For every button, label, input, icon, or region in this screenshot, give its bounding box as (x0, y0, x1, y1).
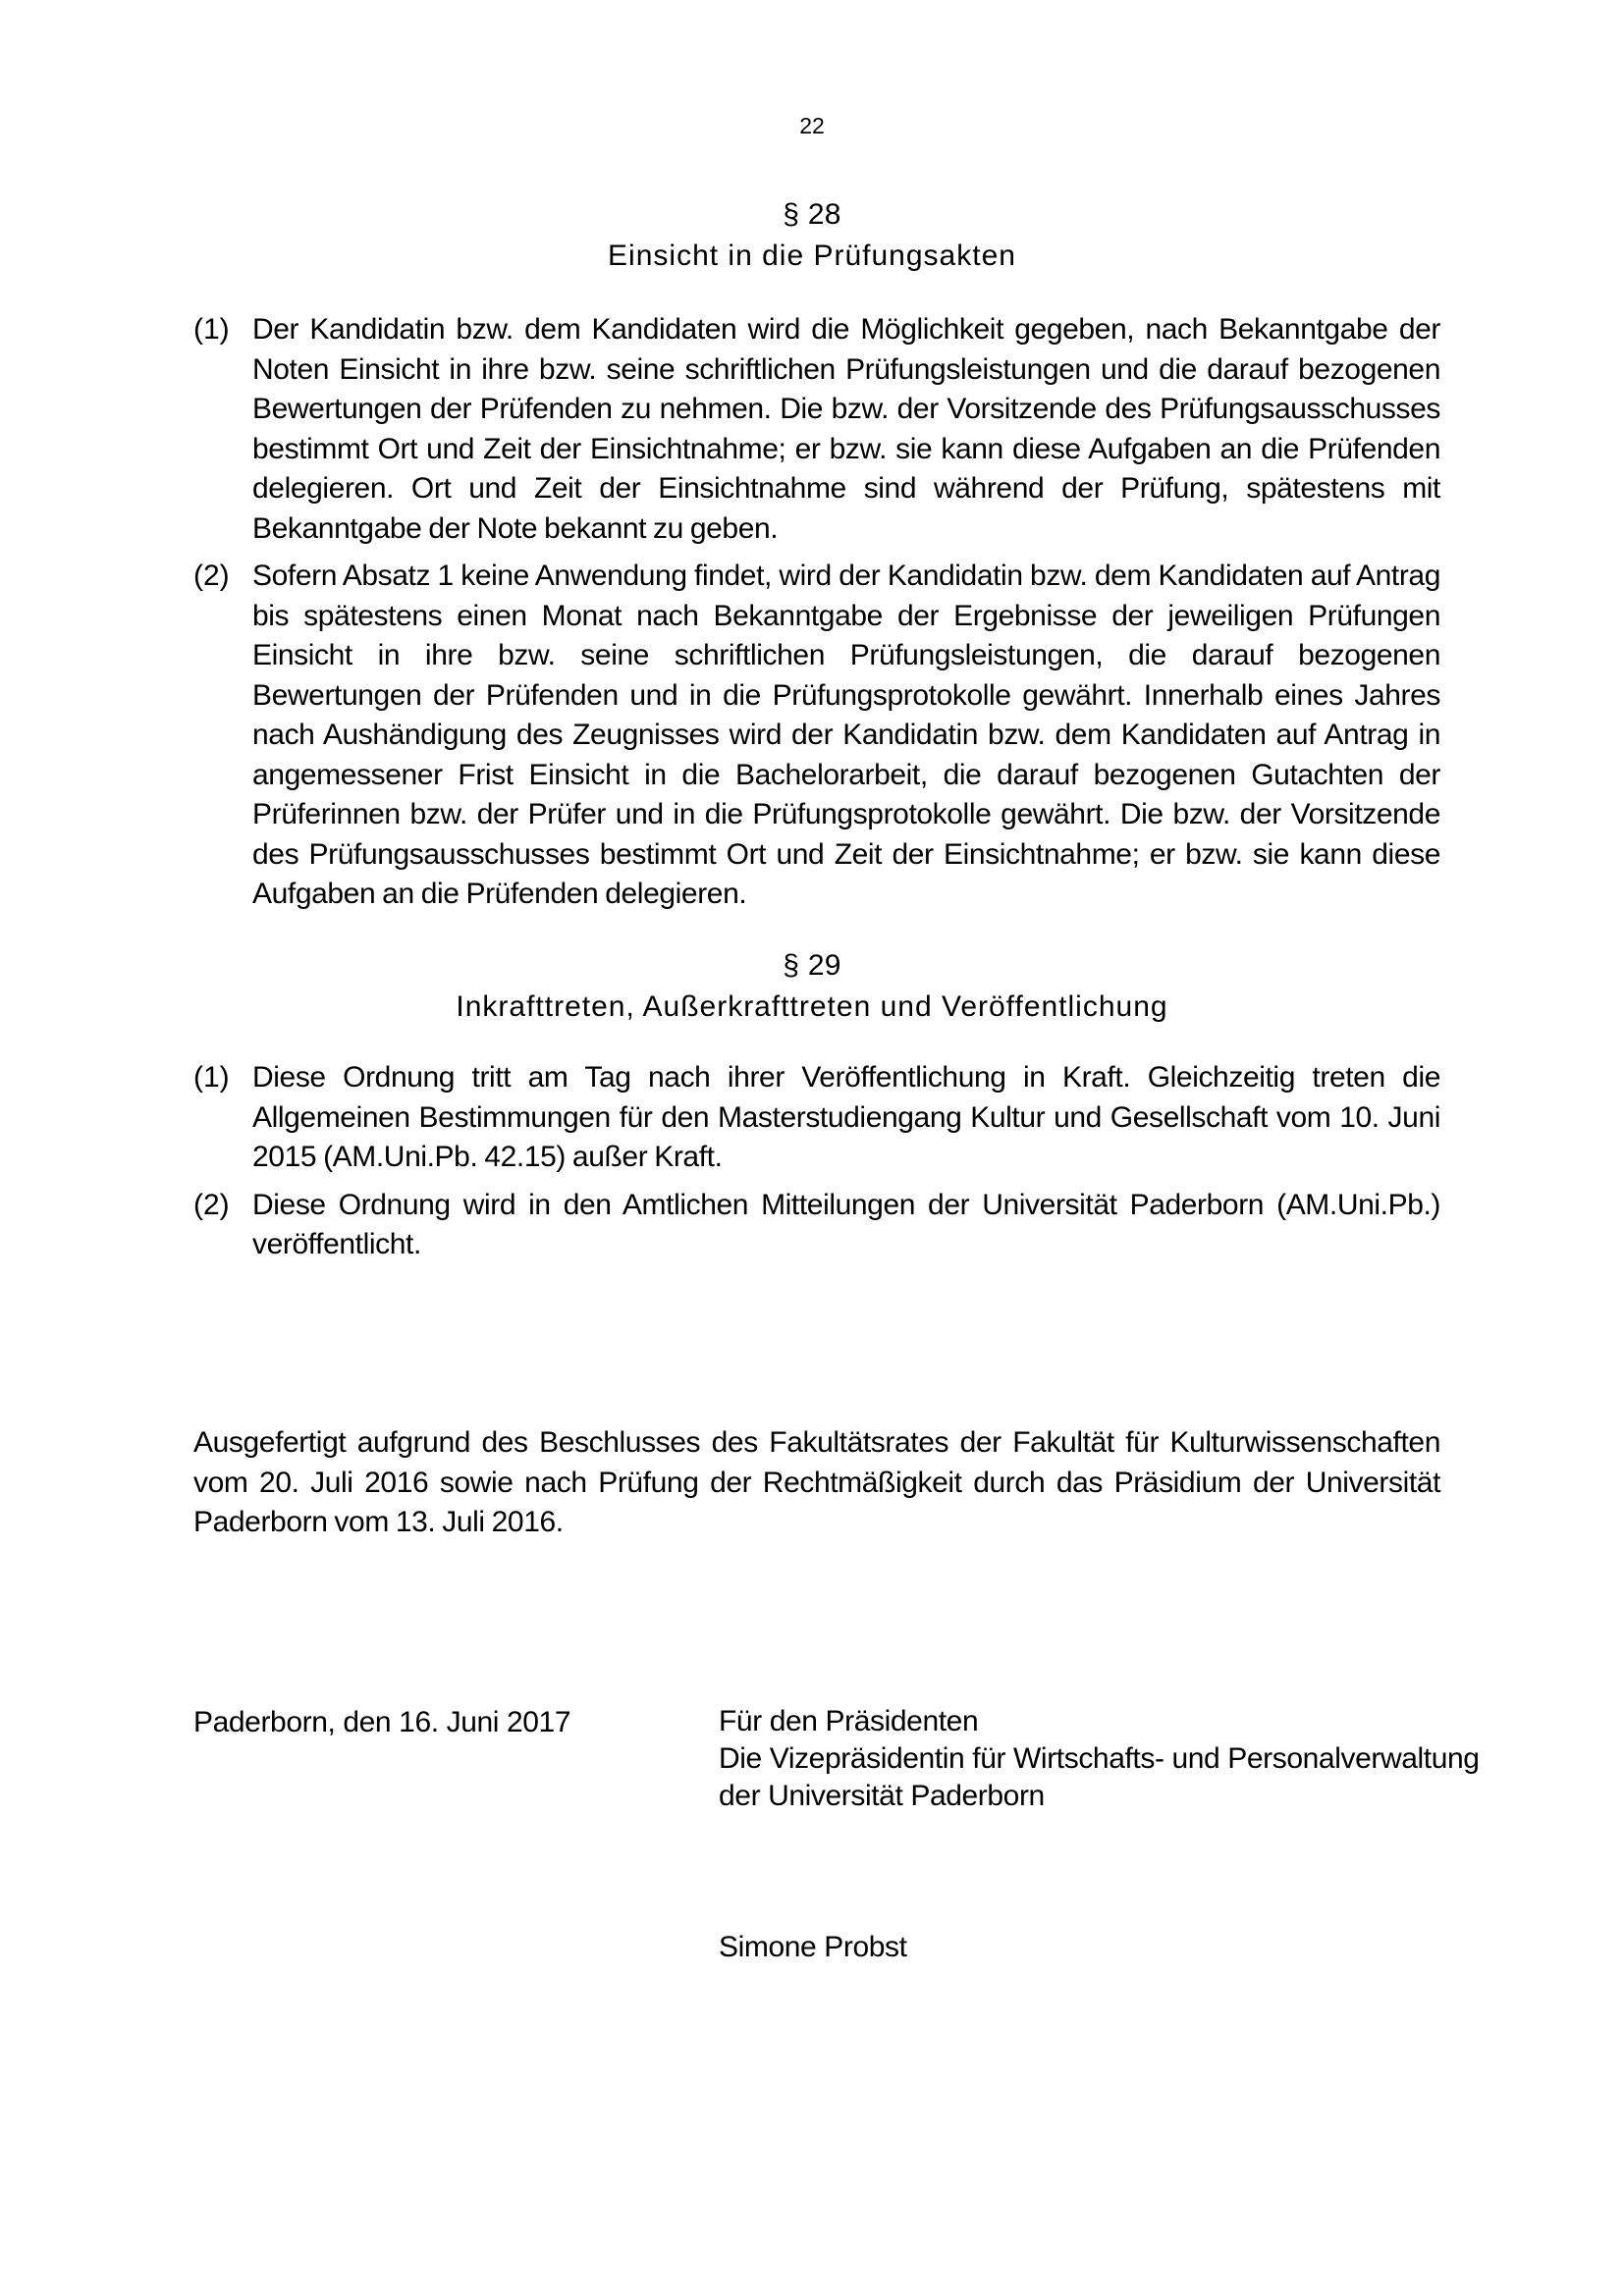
paragraph-number: (1) (193, 313, 230, 346)
section-title: Inkrafttreten, Außerkrafttreten und Veröffentlichung (456, 990, 1168, 1023)
section-29-paragraphs (193, 1058, 1440, 1273)
paragraph-text: Diese Ordnung wird in den Amtlichen Mitteilungen der Universität Paderborn (AM.Uni.Pb.) veröffentlicht. (252, 1188, 1440, 1260)
paragraph-item (193, 1058, 1440, 1178)
section-heading-29 (0, 945, 1624, 1028)
page-number: 22 (799, 113, 825, 138)
paragraph-number: (2) (193, 1188, 230, 1221)
paragraph-item (193, 557, 1440, 915)
signature-role: Die Vizepräsidentin für Wirtschafts- und Personalverwaltung (719, 1742, 1480, 1775)
section-sign: § 28 (783, 198, 841, 231)
signature-institution: der Universität Paderborn (719, 1780, 1045, 1812)
paragraph-number: (2) (193, 560, 230, 592)
signature-on-behalf: Für den Präsidenten (719, 1705, 979, 1737)
paragraph-number: (1) (193, 1061, 230, 1094)
signature-place-date: Paderborn, den 16. Juni 2017 (193, 1706, 571, 1738)
section-title: Einsicht in die Prüfungsakten (608, 240, 1016, 272)
paragraph-item (193, 310, 1440, 549)
paragraph-text: Der Kandidatin bzw. dem Kandidaten wird die Möglichkeit gegeben, nach Bekanntgabe der Noten Einsicht in ihre bzw. seine schriftlichen Prüfungsleistungen und die darauf bezogenen Bewertungen der Prüfenden zu nehmen. Die bzw. der Vorsitzende des Prüfungsausschusses bestimmt Ort und Zeit der Einsichtnahme; er bzw. sie kann diese Aufgaben an die Prüfenden delegieren. Ort und Zeit der Einsichtnahme sind während der Prüfung, spätestens mit Bekanntgabe der Note bekannt zu geben. (252, 313, 1440, 545)
paragraph-item (193, 1186, 1440, 1265)
signer-name: Simone Probst (719, 1931, 907, 1963)
section-28-paragraphs (193, 310, 1440, 923)
paragraph-text: Sofern Absatz 1 keine Anwendung findet, wird der Kandidatin bzw. dem Kandidaten auf Antrag bis spätestens einen Monat nach Bekanntgabe der Ergebnisse der jeweiligen Prüfungen Einsicht in ihre bzw. seine schriftlichen Prüfungsleistungen, die darauf bezogenen Bewertungen der Prüfenden und in die Prüfungsprotokolle gewährt. Innerhalb eines Jahres nach Aushändigung des Zeugnisses wird der Kandidatin bzw. dem Kandidaten auf Antrag in angemessener Frist Einsicht in die Bachelorarbeit, die darauf bezogenen Gutachten der Prüferinnen bzw. der Prüfer und in die Prüfungsprotokolle gewährt. Die bzw. der Vorsitzende des Prüfungsausschusses bestimmt Ort und Zeit der Einsichtnahme; er bzw. sie kann diese Aufgaben an die Prüfenden delegieren. (252, 560, 1440, 910)
section-heading-28 (0, 194, 1624, 277)
section-sign: § 29 (783, 949, 841, 982)
paragraph-text: Diese Ordnung tritt am Tag nach ihrer Veröffentlichung in Kraft. Gleichzeitig treten die Allgemeinen Bestimmungen für den Masterstudiengang Kultur und Gesellschaft vom 10. Juni 2015 (AM.Uni.Pb. 42.15) außer Kraft. (252, 1061, 1440, 1173)
closing-statement: Ausgefertigt aufgrund des Beschlusses des Fakultätsrates der Fakultät für Kulturwissenschaften vom 20. Juli 2016 sowie nach Prüfung der Rechtmäßigkeit durch das Präsidium der Universität Paderborn vom 13. Juli 2016. (193, 1426, 1440, 1538)
signature-block (719, 1703, 1480, 1815)
